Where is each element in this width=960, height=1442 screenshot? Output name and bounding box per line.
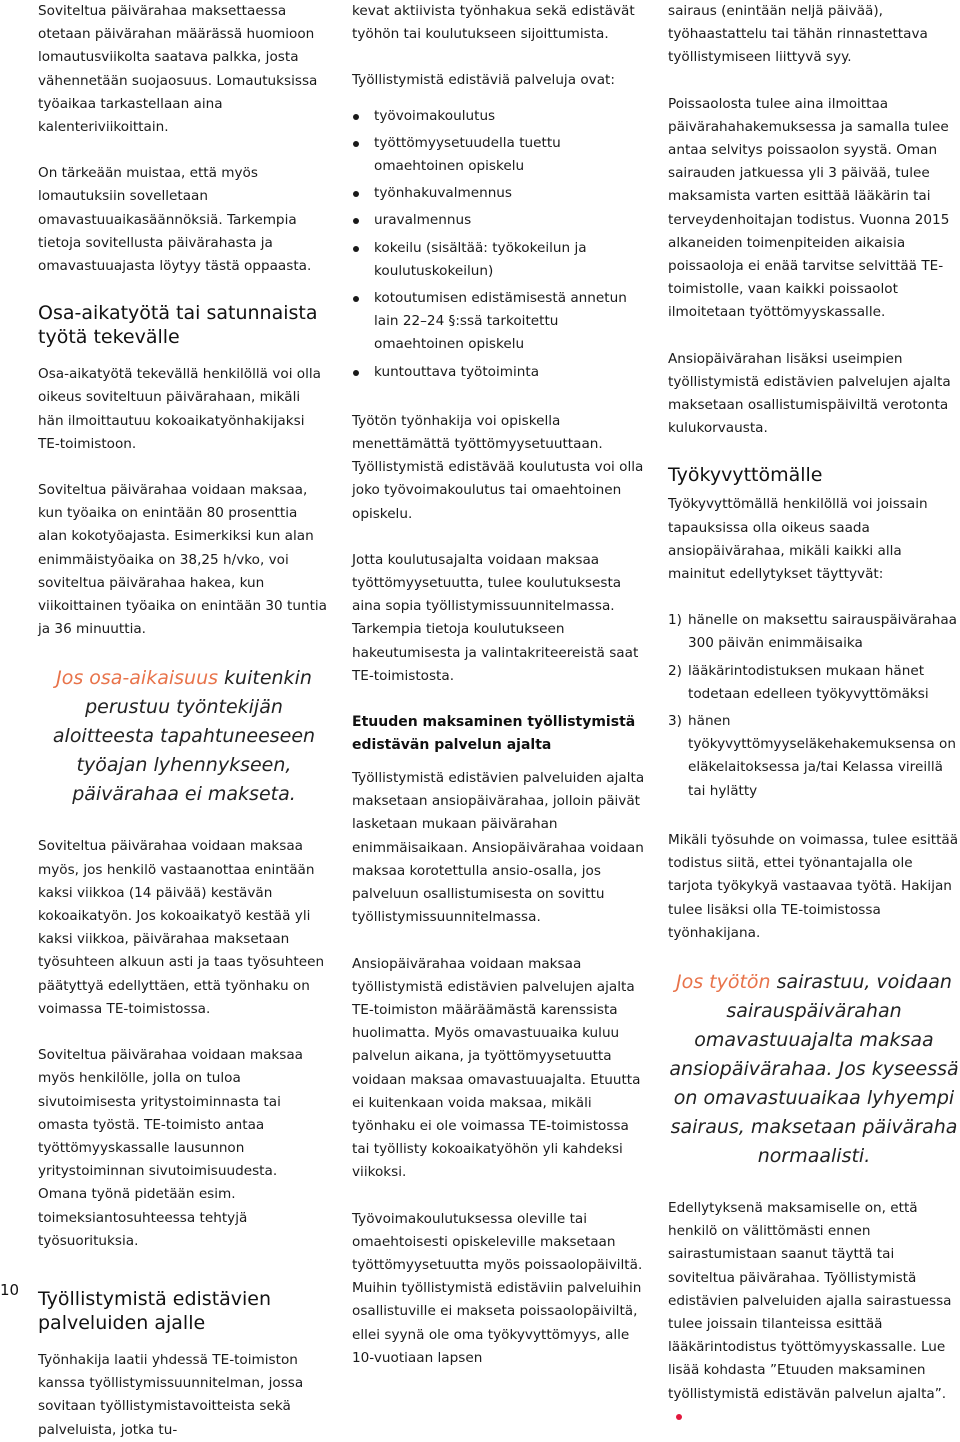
list-item: kotoutumisen edistämisestä annetun lain 22–24 §:ssä tarkoitettu omaehtoinen opiskelu [352, 287, 646, 357]
list-item: kuntouttava työtoiminta [352, 361, 646, 384]
paragraph: Työllistymistä edistäviä palveluja ovat: [352, 72, 615, 89]
paragraph: sairaus (enintään neljä päivää), työhaastattelu tai tähän rinnastettava työllistymiseen liittyvä syy. [668, 3, 928, 66]
paragraph: Soviteltua päivärahaa voidaan maksaa, kun työaika on enintään 80 prosenttia alan kokotyöajasta. Esimerkiksi kun alan enimmäistyöaika on 38,25 h/vko, voi soviteltua päivärahaa hakea, kun viikoittainen työaika on enintään 30 tuntia ja 36 minuuttia. [38, 482, 328, 638]
quote-text: sairastuu, voidaan sairauspäivärahan omavastuuajalta maksaa ansiopäivärahaa. Jos kyseessä on omavastuuaikaa lyhyempi sairaus, maksetaan päiväraha normaalisti. [669, 970, 959, 1167]
column-right [668, 0, 960, 1429]
column-middle [352, 0, 646, 1370]
paragraph: Jotta koulutusajalta voidaan maksaa työttömyysetuutta, tulee koulutuksesta aina sopia työllistymissuunnitelmassa. Tarkempia tietoja koulutukseen hakeutumisesta ja valintakriteereistä saat TE-toimistosta. [352, 551, 639, 684]
list-item: työnhakuvalmennus [352, 182, 646, 205]
page-number: 10 [0, 1281, 20, 1299]
quote-highlight: Jos osa-aikaisuus [56, 667, 219, 690]
section-heading-part-time: Osa-aikatyötä tai satunnaista työtä tekevälle [38, 302, 318, 349]
list-item [668, 609, 960, 655]
pull-quote [38, 664, 330, 809]
paragraph: Työvoimakoulutuksessa oleville tai omaehtoisesti opiskeleville maksetaan työttömyysetuutta myös poissaolopäiviltä. Muihin työllistymistä edistäviin palveluihin osallistuville ei makseta poissaolopäiviltä, ellei syynä ole oma työkyvyttömyys, alle 10-vuotiaan lapsen [352, 1210, 643, 1366]
paragraph: Työkyvyttömällä henkilöllä voi joissain tapauksissa olla oikeus saada ansiopäivärahaa, mikäli kaikki alla mainitut edellytykset täyttyvät: [668, 496, 928, 583]
paragraph-text: Edellytyksenä maksamiselle on, että henkilö on välittömästi ennen sairastumistaan saanut täyttä tai soviteltua päivärahaa. Työllistymistä edistävien palveluiden ajalla sairastuessa tulee joissain tilanteissa esittää lääkärintodistus työttömyyskassalle. Lue lisää kohdasta ”Etuuden maksaminen työllistymistä edistävän palvelun ajalta”. [668, 1199, 952, 1402]
quote-highlight: Jos työtön [676, 970, 771, 993]
paragraph: Mikäli työsuhde on voimassa, tulee esittää todistus siitä, ettei työnantajalla ole tarjota työkykyä vastaavaa työtä. Hakijan tulee lisäksi olla TE-toimistossa työnhakijana. [668, 831, 959, 941]
list-item: uravalmennus [352, 209, 646, 232]
paragraph: Työllistymistä edistävien palveluiden ajalta maksetaan ansiopäivärahaa, jolloin päivät lasketaan mukaan päivärahan enimmäisaikaan. Ansiopäivärahaa voidaan maksaa korotettulla ansio-osalla, jos palveluun osallistumisesta on sovittu työllistymissuunnitelmassa. [352, 770, 645, 926]
list-item: kokeilu (sisältää: työkokeilun ja koulutuskokeilun) [352, 237, 646, 283]
list-item [668, 710, 960, 803]
list-item-text: hänelle on maksettu sairauspäivärahaa 300 päivän enimmäisaika [688, 612, 958, 652]
pull-quote [668, 968, 960, 1171]
paragraph: Työtön työnhakija voi opiskella menettämättä työttömyysetuuttaan. Työllistymistä edistävää koulutusta voi olla joko työvoimakoulutus tai omaehtoinen opiskelu. [352, 412, 644, 522]
section-heading-benefit-payment: Etuuden maksaminen työllistymistä edistävän palvelun ajalta [352, 714, 636, 754]
end-dot-icon [676, 1414, 682, 1420]
list-item: työvoimakoulutus [352, 105, 646, 128]
list-item-number: 2) [668, 662, 682, 679]
paragraph: Soviteltua päivärahaa voidaan maksaa myös, jos henkilö vastaanottaa enintään kaksi viikkoa (14 päivää) kestävän kokoaikatyön. Jos kokoaikatyö kestää yli kaksi viikkoa, päivärahaa maksetaan työsuhteen alkuun asti ja taas työsuhteen päätyttyä edellyttäen, että työnhaku on voimassa TE-toimistossa. [38, 838, 325, 1017]
list-item-text: hänen työkyvyttömyyseläkehakemuksensa on eläkelaitoksessa ja/tai Kelassa vireillä tai hylätty [688, 713, 956, 799]
paragraph: Ansiopäivärahan lisäksi useimpien työllistymistä edistävien palvelujen ajalta maksetaan osallistumispäiviltä verotonta kulukorvausta. [668, 350, 951, 437]
list-item-text: lääkärintodistuksen mukaan hänet todetaan edelleen työkyvyttömäksi [688, 662, 929, 702]
paragraph [668, 1197, 960, 1429]
section-heading-services: Työllistymistä edistävien palveluiden ajalle [38, 1287, 272, 1334]
list-item-number: 3) [668, 713, 682, 730]
conditions-list [668, 609, 960, 803]
paragraph: Poissaolosta tulee aina ilmoittaa päivärahahakemuksessa ja samalla tulee antaa selvitys poissaolon syystä. Oman sairauden jatkuessa yli 3 päivää, tulee maksamista varten esittää lääkärin tai terveydenhoitajan todistus. Vuonna 2015 alkaneiden toimenpiteiden aikaisia poissaoloja ei enää tarvitse selvittää TE-toimistolle, vaan kaikki poissaolot ilmoitetaan työttömyyskassalle. [668, 95, 950, 321]
list-item [668, 660, 960, 706]
paragraph: On tärkeään muistaa, että myös lomautuksiin sovelletaan omavastuuaikasäännöksiä. Tarkempia tietoja sovitellusta päivärahasta ja omavastuuajasta löytyy tästä oppaasta. [38, 165, 312, 275]
quote-text: kuitenkin perustuu työntekijän aloitteesta tapahtuneeseen työajan lyhennykseen, päivärahaa ei makseta. [52, 667, 316, 806]
paragraph: Osa-aikatyötä tekevällä henkilöllä voi olla oikeus soviteltuun päivärahaan, mikäli hän ilmoittautuu kokoaikatyönhakijaksi TE-toimistoon. [38, 366, 321, 452]
paragraph: Soviteltua päivärahaa maksettaessa otetaan päivärahan määrässä huomioon lomautusviikolta saatava palkka, josta vähennetään suojaosuus. Lomautuksissa työaikaa tarkastellaan aina kalenteriviikoittain. [38, 3, 318, 136]
list-item-number: 1) [668, 612, 682, 629]
services-list [352, 105, 646, 384]
paragraph: Soviteltua päivärahaa voidaan maksaa myös henkilölle, jolla on tuloa sivutoimisesta yritystoiminnasta tai omasta työstä. TE-toimisto antaa työttömyyskassalle lausunnon yritystoiminnan sivutoimisuudesta. Omana työnä pidetään esim. toimeksiantosuhteessa tehtyjä työsuorituksia. [38, 1047, 304, 1249]
column-left [38, 0, 330, 1442]
list-item: työttömyysetuudella tuettu omaehtoinen opiskelu [352, 132, 646, 178]
paragraph: Ansiopäivärahaa voidaan maksaa työllistymistä edistävien palvelujen ajalta TE-toimiston määräämästä karenssista huolimatta. Myös omavastuuaika kuluu palvelun aikana, ja työttömyysetuutta voidaan maksaa omavastuuajalta. Etuutta ei kuitenkaan voida maksaa, mikäli työnhaku ei ole voimassa TE-toimistossa tai työllisty kokoaikatyöhön yli kahdeksi viikoksi. [352, 955, 641, 1181]
paragraph: Työnhakija laatii yhdessä TE-toimiston kanssa työllistymissuunnitelman, jossa sovitaan työllistymistavoitteista sekä palveluista, jotka tu- [38, 1351, 304, 1438]
paragraph: kevat aktiivista työnhakua sekä edistävät työhön tai koulutukseen sijoittumista. [352, 3, 635, 43]
section-heading-incapacity: Työkyvyttömälle [668, 464, 823, 487]
